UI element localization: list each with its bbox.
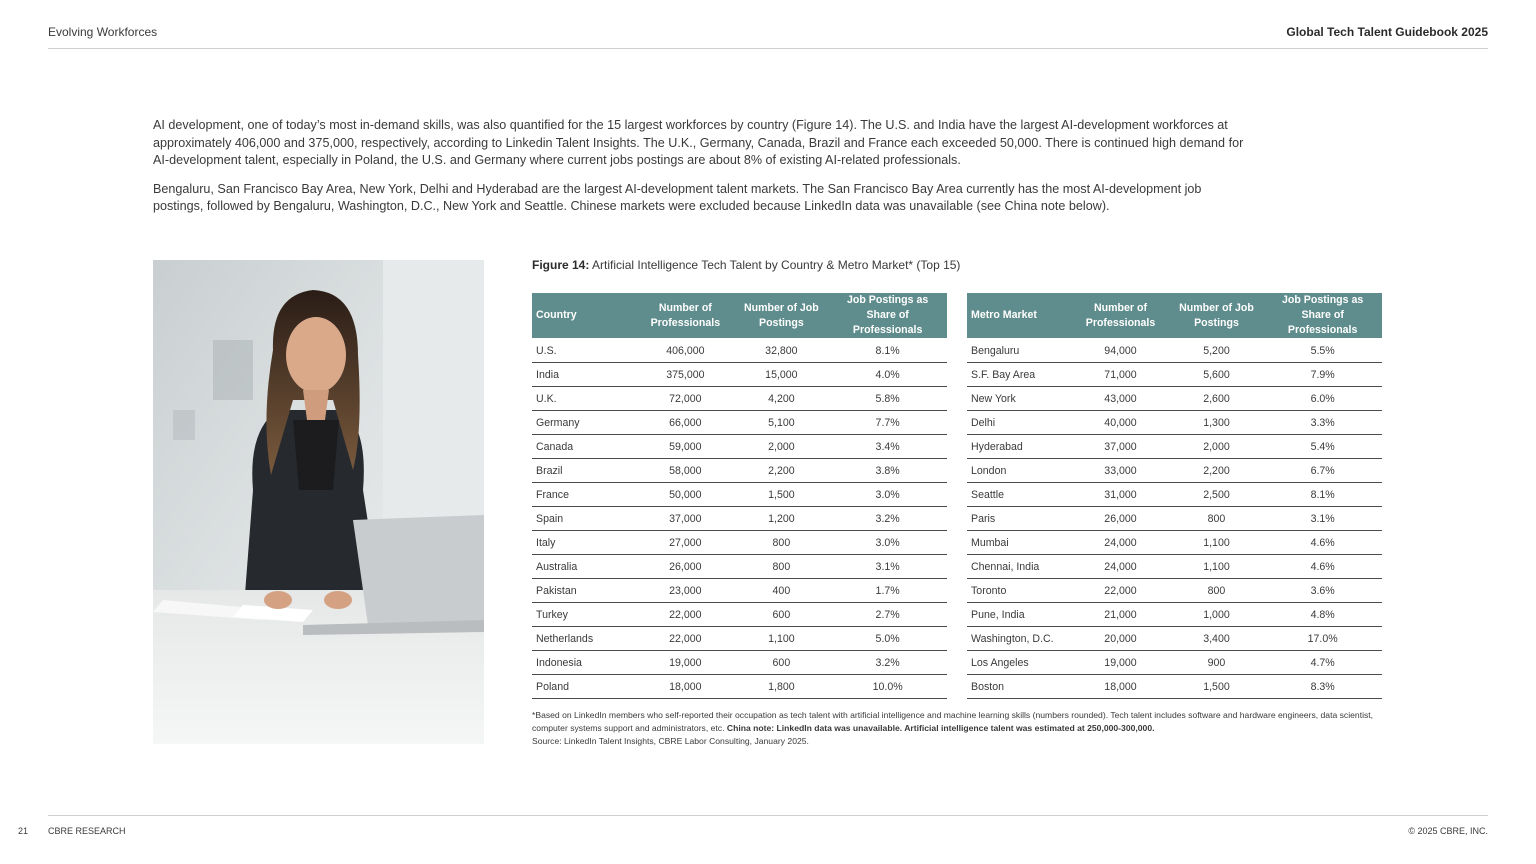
table-row (967, 435, 1382, 459)
value-cell: 19,000 (636, 651, 734, 675)
value-cell: 2,000 (1170, 435, 1264, 459)
value-cell: 900 (1170, 651, 1264, 675)
businesswoman-photo (153, 260, 484, 744)
row-label-cell: U.K. (532, 387, 636, 411)
value-cell: 8.1% (1263, 483, 1382, 507)
value-cell: 4,200 (735, 387, 829, 411)
value-cell: 8.1% (828, 339, 947, 363)
figure-label: Figure 14: (532, 258, 590, 272)
intro-text (153, 117, 1253, 227)
page-number: 21 (18, 826, 29, 836)
row-label-cell: Chennai, India (967, 555, 1071, 579)
value-cell: 24,000 (1071, 531, 1169, 555)
value-cell: 40,000 (1071, 411, 1169, 435)
value-cell: 58,000 (636, 459, 734, 483)
column-header: Number of Professionals (1071, 293, 1169, 339)
value-cell: 3.4% (828, 435, 947, 459)
header-divider (48, 48, 1488, 49)
value-cell: 1,000 (1170, 603, 1264, 627)
value-cell: 400 (735, 579, 829, 603)
value-cell: 37,000 (636, 507, 734, 531)
table-row (967, 411, 1382, 435)
value-cell: 1,800 (735, 675, 829, 699)
table-row (532, 627, 947, 651)
value-cell: 19,000 (1071, 651, 1169, 675)
value-cell: 3.8% (828, 459, 947, 483)
value-cell: 4.8% (1263, 603, 1382, 627)
table-row (532, 531, 947, 555)
value-cell: 4.0% (828, 363, 947, 387)
row-label-cell: U.S. (532, 339, 636, 363)
value-cell: 375,000 (636, 363, 734, 387)
value-cell: 600 (735, 603, 829, 627)
value-cell: 800 (735, 555, 829, 579)
value-cell: 24,000 (1071, 555, 1169, 579)
value-cell: 2,000 (735, 435, 829, 459)
value-cell: 17.0% (1263, 627, 1382, 651)
column-header: Number of Professionals (636, 293, 734, 339)
row-label-cell: Italy (532, 531, 636, 555)
value-cell: 8.3% (1263, 675, 1382, 699)
value-cell: 3.0% (828, 531, 947, 555)
value-cell: 1,200 (735, 507, 829, 531)
table-row (532, 603, 947, 627)
row-label-cell: Germany (532, 411, 636, 435)
table-row (967, 387, 1382, 411)
value-cell: 800 (1170, 579, 1264, 603)
value-cell: 1,300 (1170, 411, 1264, 435)
row-label-cell: S.F. Bay Area (967, 363, 1071, 387)
value-cell: 800 (1170, 507, 1264, 531)
value-cell: 26,000 (1071, 507, 1169, 531)
row-label-cell: Hyderabad (967, 435, 1071, 459)
row-label-cell: Canada (532, 435, 636, 459)
table-row (532, 483, 947, 507)
value-cell: 33,000 (1071, 459, 1169, 483)
value-cell: 1,500 (735, 483, 829, 507)
row-label-cell: Paris (967, 507, 1071, 531)
footer-divider (48, 815, 1488, 816)
column-header: Job Postings as Share of Professionals (828, 293, 947, 339)
value-cell: 600 (735, 651, 829, 675)
column-header: Country (532, 293, 636, 339)
value-cell: 5.5% (1263, 339, 1382, 363)
value-cell: 3.1% (1263, 507, 1382, 531)
value-cell: 3.6% (1263, 579, 1382, 603)
value-cell: 23,000 (636, 579, 734, 603)
value-cell: 5.8% (828, 387, 947, 411)
table-row (532, 555, 947, 579)
footnote: *Based on LinkedIn members who self-reported their occupation as tech talent with artificial intelligence and machine learning skills (numbers rounded). Tech talent includes software and hardware engineers, data scientist, computer systems support and administrators, etc. (532, 710, 1374, 733)
value-cell: 20,000 (1071, 627, 1169, 651)
value-cell: 4.6% (1263, 531, 1382, 555)
value-cell: 5,200 (1170, 339, 1264, 363)
value-cell: 4.6% (1263, 555, 1382, 579)
value-cell: 22,000 (636, 603, 734, 627)
row-label-cell: Spain (532, 507, 636, 531)
value-cell: 31,000 (1071, 483, 1169, 507)
figure-caption (532, 258, 960, 272)
row-label-cell: Boston (967, 675, 1071, 699)
value-cell: 2,600 (1170, 387, 1264, 411)
row-label-cell: Pakistan (532, 579, 636, 603)
value-cell: 72,000 (636, 387, 734, 411)
row-label-cell: Turkey (532, 603, 636, 627)
row-label-cell: Washington, D.C. (967, 627, 1071, 651)
value-cell: 15,000 (735, 363, 829, 387)
value-cell: 7.7% (828, 411, 947, 435)
table-row (532, 459, 947, 483)
figure-title: Artificial Intelligence Tech Talent by Country & Metro Market* (Top 15) (592, 258, 961, 272)
value-cell: 22,000 (636, 627, 734, 651)
figure-notes (532, 709, 1382, 748)
intro-paragraph-2: Bengaluru, San Francisco Bay Area, New York, Delhi and Hyderabad are the largest AI-development talent markets. The San Francisco Bay Area currently has the most AI-development job postings, followed by Bengaluru, Washington, D.C., New York and Seattle. Chinese markets were excluded because LinkedIn data was unavailable (see China note below). (153, 181, 1202, 213)
source-note: Source: LinkedIn Talent Insights, CBRE Labor Consulting, January 2025. (532, 736, 809, 746)
table-row (532, 675, 947, 699)
value-cell: 4.7% (1263, 651, 1382, 675)
table-row (967, 531, 1382, 555)
value-cell: 71,000 (1071, 363, 1169, 387)
table-row (967, 603, 1382, 627)
value-cell: 3,400 (1170, 627, 1264, 651)
value-cell: 5.0% (828, 627, 947, 651)
value-cell: 2,200 (735, 459, 829, 483)
table-row (532, 339, 947, 363)
table-row (532, 579, 947, 603)
table-row (532, 507, 947, 531)
copyright: © 2025 CBRE, INC. (1408, 826, 1488, 836)
value-cell: 94,000 (1071, 339, 1169, 363)
value-cell: 800 (735, 531, 829, 555)
intro-paragraph-1: AI development, one of today’s most in-demand skills, was also quantified for the 15 largest workforces by country (Figure 14). The U.S. and India have the largest AI-development workforces at approximately 406,000 and 375,000, respectively, according to Linkedin Talent Insights. The U.K., Germany, Canada, Brazil and France each exceeded 50,000. There is continued high demand for AI-development talent, especially in Poland, the U.S. and Germany where current jobs postings are about 8% of existing AI-related professionals. (153, 118, 1244, 167)
table-row (967, 675, 1382, 699)
table-row (532, 651, 947, 675)
value-cell: 5.4% (1263, 435, 1382, 459)
row-label-cell: Toronto (967, 579, 1071, 603)
row-label-cell: Pune, India (967, 603, 1071, 627)
value-cell: 10.0% (828, 675, 947, 699)
value-cell: 43,000 (1071, 387, 1169, 411)
table-header-row (967, 293, 1382, 339)
row-label-cell: Mumbai (967, 531, 1071, 555)
table-row (532, 387, 947, 411)
table-row (967, 483, 1382, 507)
row-label-cell: Delhi (967, 411, 1071, 435)
table-row (967, 555, 1382, 579)
value-cell: 5,100 (735, 411, 829, 435)
country-table (532, 293, 947, 699)
table-row (967, 363, 1382, 387)
value-cell: 7.9% (1263, 363, 1382, 387)
value-cell: 3.0% (828, 483, 947, 507)
value-cell: 18,000 (1071, 675, 1169, 699)
table-row (967, 627, 1382, 651)
table-row (967, 507, 1382, 531)
value-cell: 59,000 (636, 435, 734, 459)
value-cell: 2,200 (1170, 459, 1264, 483)
value-cell: 66,000 (636, 411, 734, 435)
row-label-cell: France (532, 483, 636, 507)
value-cell: 32,800 (735, 339, 829, 363)
value-cell: 1.7% (828, 579, 947, 603)
column-header: Metro Market (967, 293, 1071, 339)
table-row (967, 579, 1382, 603)
value-cell: 5,600 (1170, 363, 1264, 387)
value-cell: 1,100 (1170, 555, 1264, 579)
section-title: Evolving Workforces (48, 25, 158, 39)
value-cell: 3.3% (1263, 411, 1382, 435)
row-label-cell: India (532, 363, 636, 387)
value-cell: 27,000 (636, 531, 734, 555)
column-header: Number of Job Postings (1170, 293, 1264, 339)
row-label-cell: Indonesia (532, 651, 636, 675)
value-cell: 1,100 (1170, 531, 1264, 555)
value-cell: 37,000 (1071, 435, 1169, 459)
table-row (967, 459, 1382, 483)
table-row (532, 435, 947, 459)
value-cell: 2.7% (828, 603, 947, 627)
metro-table (967, 293, 1382, 699)
table-row (532, 411, 947, 435)
table-row (532, 363, 947, 387)
value-cell: 18,000 (636, 675, 734, 699)
column-header: Number of Job Postings (735, 293, 829, 339)
row-label-cell: Bengaluru (967, 339, 1071, 363)
column-header: Job Postings as Share of Professionals (1263, 293, 1382, 339)
value-cell: 3.1% (828, 555, 947, 579)
value-cell: 6.0% (1263, 387, 1382, 411)
value-cell: 3.2% (828, 507, 947, 531)
china-note: China note: LinkedIn data was unavailable. Artificial intelligence talent was estimated at 250,000-300,000. (726, 723, 1155, 733)
value-cell: 21,000 (1071, 603, 1169, 627)
value-cell: 406,000 (636, 339, 734, 363)
value-cell: 1,100 (735, 627, 829, 651)
row-label-cell: London (967, 459, 1071, 483)
row-label-cell: Los Angeles (967, 651, 1071, 675)
row-label-cell: Australia (532, 555, 636, 579)
table-row (967, 339, 1382, 363)
value-cell: 50,000 (636, 483, 734, 507)
publication-title: Global Tech Talent Guidebook 2025 (1286, 25, 1488, 39)
row-label-cell: Netherlands (532, 627, 636, 651)
value-cell: 22,000 (1071, 579, 1169, 603)
footer-brand: CBRE RESEARCH (48, 826, 126, 836)
value-cell: 26,000 (636, 555, 734, 579)
row-label-cell: New York (967, 387, 1071, 411)
value-cell: 6.7% (1263, 459, 1382, 483)
row-label-cell: Seattle (967, 483, 1071, 507)
value-cell: 1,500 (1170, 675, 1264, 699)
table-header-row (532, 293, 947, 339)
table-row (967, 651, 1382, 675)
value-cell: 2,500 (1170, 483, 1264, 507)
row-label-cell: Poland (532, 675, 636, 699)
row-label-cell: Brazil (532, 459, 636, 483)
value-cell: 3.2% (828, 651, 947, 675)
